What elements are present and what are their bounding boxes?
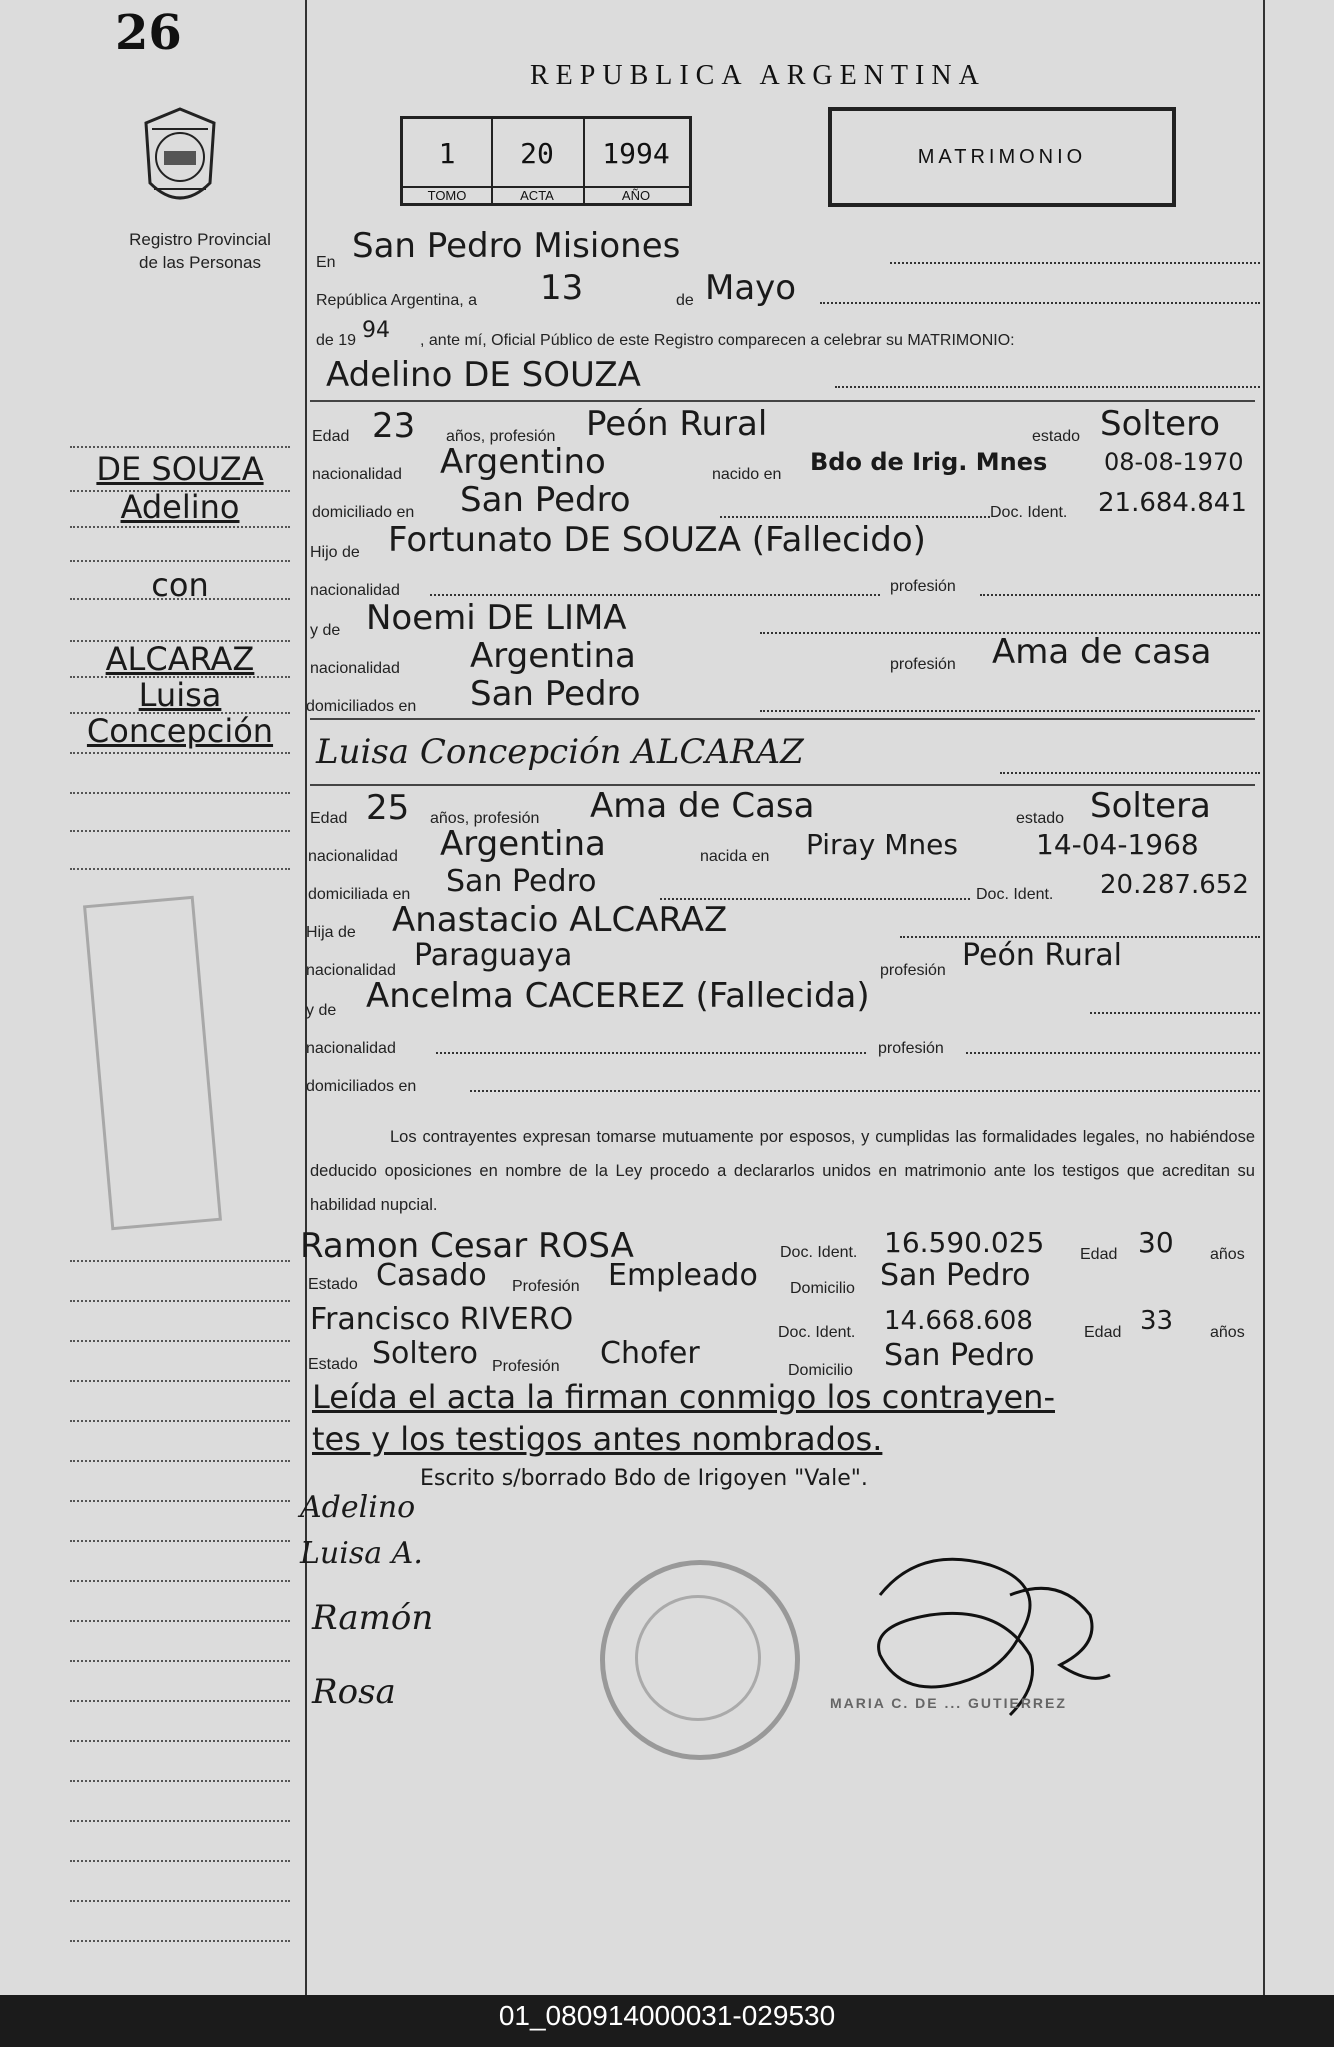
bride-estado: Soltera (1090, 786, 1211, 826)
witness2-age: 33 (1140, 1306, 1174, 1336)
witness2-doc-label: Doc. Ident. (778, 1324, 856, 1341)
republic-label: República Argentina, a (316, 292, 477, 309)
witness1-estado-label: Estado (308, 1276, 358, 1293)
margin-bride-name: Luisa (138, 676, 222, 714)
groom-profession: Peón Rural (586, 404, 768, 444)
father-profesion-label: profesión (890, 578, 956, 595)
provincial-crest-icon (140, 105, 220, 215)
bride-domicile: San Pedro (446, 864, 597, 899)
de-label: de (676, 292, 694, 309)
bride-profession: Ama de Casa (590, 786, 815, 826)
officer-signature-icon (860, 1535, 1120, 1745)
correction-note: Escrito s/borrado Bdo de Irigoyen "Vale". (420, 1466, 868, 1491)
bride-father: Anastacio ALCARAZ (392, 900, 728, 940)
doc-label: Doc. Ident. (976, 886, 1054, 903)
place-value: San Pedro Misiones (352, 226, 681, 266)
margin-rule (70, 1900, 290, 1902)
witness1-anos-label: años (1210, 1246, 1245, 1263)
groom-estado: Soltero (1100, 404, 1221, 444)
margin-rule (70, 1740, 290, 1742)
appearance-statement: , ante mí, Oficial Público de este Registro comparecen a celebrar su MATRIMONIO: (420, 332, 1015, 349)
margin-rule (70, 1460, 290, 1462)
acta-cell (491, 119, 585, 203)
bride-father-nationality: Paraguaya (414, 938, 573, 973)
witness2-estado: Soltero (372, 1336, 478, 1371)
y-de-label: y de (310, 622, 341, 639)
edad-label: Edad (310, 810, 348, 827)
margin-bride-second-name: Concepción (86, 712, 274, 750)
bride-birthplace: Piray Mnes (806, 828, 958, 861)
margin-groom-name: Adelino (120, 488, 240, 526)
margin-rule (70, 560, 290, 562)
country-title: REPUBLICA ARGENTINA (530, 60, 986, 91)
estado-label: estado (1016, 810, 1065, 827)
witness1-domicile: San Pedro (880, 1258, 1031, 1293)
record-type-label: MATRIMONIO (917, 146, 1087, 168)
official-seal (600, 1560, 800, 1760)
year-prefix-label: de 19 (316, 332, 357, 349)
signature-groom: Adelino (300, 1490, 416, 1525)
day-value: 13 (540, 268, 584, 308)
witness2-anos-label: años (1210, 1324, 1245, 1341)
groom-birthdate: 08-08-1970 (1104, 448, 1244, 476)
registry-name (80, 228, 320, 274)
bride-father-profession: Peón Rural (962, 938, 1122, 973)
acta-value: 20 (520, 137, 554, 170)
bride-doc: 20.287.652 (1100, 870, 1249, 900)
bride-age: 25 (366, 788, 410, 828)
parents-domicilio-label: domiciliados en (306, 698, 417, 715)
margin-rule (70, 1260, 290, 1262)
margin-rule (70, 792, 290, 794)
margin-rule (70, 526, 290, 528)
hijo-label: Hijo de (310, 544, 360, 561)
witness2-profession: Chofer (600, 1336, 700, 1371)
section-separator (310, 400, 1255, 402)
witness1-profesion-label: Profesión (512, 1278, 580, 1295)
margin-rule (70, 1300, 290, 1302)
witness2-doc: 14.668.608 (884, 1306, 1033, 1336)
mother-nationality: Argentina (470, 636, 636, 676)
fill-line (470, 1090, 1260, 1092)
closing-line-1: Leída el acta la firman conmigo los contrayen- (312, 1378, 1055, 1416)
margin-bride-surname: ALCARAZ (105, 640, 255, 678)
month-value: Mayo (705, 268, 797, 308)
groom-domicile: San Pedro (460, 480, 631, 520)
witness2-estado-label: Estado (308, 1356, 358, 1373)
registry-label: Registro Provincial de las Personas (129, 230, 271, 272)
declaration-text: Los contrayentes expresan tomarse mutuamente por esposos, y cumplidas las formalidades legales, no habiéndose deducido oposiciones en nombre de la Ley procedo a declararlos unidos en matrimonio ante los testigos que acreditan su habilidad nupcial. (310, 1128, 1255, 1214)
margin-rule (70, 1780, 290, 1782)
y-de-label: y de (306, 1002, 337, 1019)
nacionalidad-label: nacionalidad (312, 466, 402, 483)
page-number: 26 (115, 5, 182, 61)
tomo-label: TOMO (403, 186, 491, 203)
witness2-domicilio-label: Domicilio (788, 1362, 853, 1379)
anos-profesion-label: años, profesión (446, 428, 556, 445)
margin-rule (70, 752, 290, 754)
fill-line (890, 262, 1260, 264)
margin-rule (70, 1580, 290, 1582)
fill-line (980, 594, 1260, 596)
faded-stamp (83, 896, 222, 1230)
tomo-cell (403, 119, 493, 203)
bride-birthdate: 14-04-1968 (1036, 828, 1199, 861)
doc-label: Doc. Ident. (990, 504, 1068, 521)
witness2-name: Francisco RIVERO (310, 1302, 574, 1337)
bride-name: Luisa Concepción ALCARAZ (316, 732, 804, 772)
signature-witness-2: Rosa (312, 1672, 396, 1712)
fill-line (430, 594, 880, 596)
edad-label: Edad (312, 428, 350, 445)
domicilio-label: domiciliado en (312, 504, 415, 521)
margin-connector: con (151, 566, 209, 604)
en-label: En (316, 254, 336, 271)
margin-groom-surname: DE SOUZA (96, 450, 264, 488)
witness1-doc-label: Doc. Ident. (780, 1244, 858, 1261)
witness1-age: 30 (1138, 1226, 1174, 1259)
domiciliada-label: domiciliada en (308, 886, 411, 903)
seal-inner-ring (635, 1595, 761, 1721)
father-nacionalidad-label: nacionalidad (310, 582, 400, 599)
fill-line (835, 386, 1260, 388)
section-separator (310, 718, 1255, 720)
groom-doc: 21.684.841 (1098, 488, 1247, 518)
margin-rule (70, 1940, 290, 1942)
ano-value: 1994 (602, 137, 670, 170)
witness2-domicile: San Pedro (884, 1338, 1035, 1373)
tomo-value: 1 (438, 137, 456, 170)
officer-stamp-text: MARIA C. DE ... GUTIERREZ (830, 1695, 1067, 1711)
margin-rule (70, 1340, 290, 1342)
nacionalidad-label: nacionalidad (308, 848, 398, 865)
fill-line (966, 1052, 1260, 1054)
fill-line (436, 1052, 866, 1054)
margin-rule (70, 1620, 290, 1622)
witness1-name: Ramon Cesar ROSA (300, 1226, 634, 1266)
mother-profesion-label: profesión (890, 656, 956, 673)
nacida-label: nacida en (700, 848, 770, 865)
document-id: 01_080914000031-029530 (498, 2000, 836, 2031)
closing-line-2: tes y los testigos antes nombrados. (312, 1420, 883, 1458)
nacido-label: nacido en (712, 466, 782, 483)
mother-profession: Ama de casa (992, 632, 1212, 672)
fill-line (720, 516, 990, 518)
witness1-edad-label: Edad (1080, 1246, 1118, 1263)
groom-father: Fortunato DE SOUZA (Fallecido) (388, 520, 926, 560)
mother-profesion-label: profesión (878, 1040, 944, 1057)
margin-rule (70, 1420, 290, 1422)
margin-rule (70, 1380, 290, 1382)
witness1-domicilio-label: Domicilio (790, 1280, 855, 1297)
parents-domicile: San Pedro (470, 674, 641, 714)
bride-nationality: Argentina (440, 824, 606, 864)
groom-birthplace: Bdo de Irig. Mnes (810, 448, 1048, 476)
witness2-edad-label: Edad (1084, 1324, 1122, 1341)
margin-divider-line (305, 0, 307, 1995)
groom-mother: Noemi DE LIMA (366, 598, 627, 638)
ano-label: AÑO (583, 186, 689, 203)
margin-rule (70, 868, 290, 870)
margin-rule (70, 1660, 290, 1662)
margin-rule (70, 446, 290, 448)
fill-line (820, 302, 1260, 304)
estado-label: estado (1032, 428, 1081, 445)
tomo-acta-ano-box (400, 116, 692, 206)
margin-rule (70, 1540, 290, 1542)
signature-bride: Luisa A. (300, 1536, 423, 1571)
right-border-line (1263, 0, 1265, 1995)
fill-line (1000, 772, 1260, 774)
acta-label: ACTA (491, 186, 583, 203)
margin-rule (70, 1700, 290, 1702)
witness1-profession: Empleado (608, 1258, 758, 1293)
father-nacionalidad-label: nacionalidad (306, 962, 396, 979)
witness1-estado: Casado (376, 1258, 487, 1293)
margin-rule (70, 1820, 290, 1822)
hija-label: Hija de (306, 924, 356, 941)
anos-profesion-label: años, profesión (430, 810, 540, 827)
witness2-profesion-label: Profesión (492, 1358, 560, 1375)
father-profesion-label: profesión (880, 962, 946, 979)
margin-rule (70, 830, 290, 832)
mother-nacionalidad-label: nacionalidad (310, 660, 400, 677)
witness1-doc: 16.590.025 (884, 1226, 1045, 1259)
groom-nationality: Argentino (440, 442, 606, 482)
fill-line (760, 710, 1260, 712)
year-suffix-value: 94 (362, 318, 390, 343)
groom-name: Adelino DE SOUZA (326, 355, 641, 395)
margin-rule (70, 1860, 290, 1862)
fill-line (1090, 1012, 1260, 1014)
mother-nacionalidad-label: nacionalidad (306, 1040, 396, 1057)
groom-age: 23 (372, 406, 416, 446)
record-type-box (828, 107, 1176, 207)
bride-mother: Ancelma CACEREZ (Fallecida) (366, 976, 870, 1016)
signature-witness-1: Ramón (312, 1598, 434, 1638)
ano-cell (583, 119, 689, 203)
margin-rule (70, 1500, 290, 1502)
parents-domicilio-label: domiciliados en (306, 1078, 417, 1095)
